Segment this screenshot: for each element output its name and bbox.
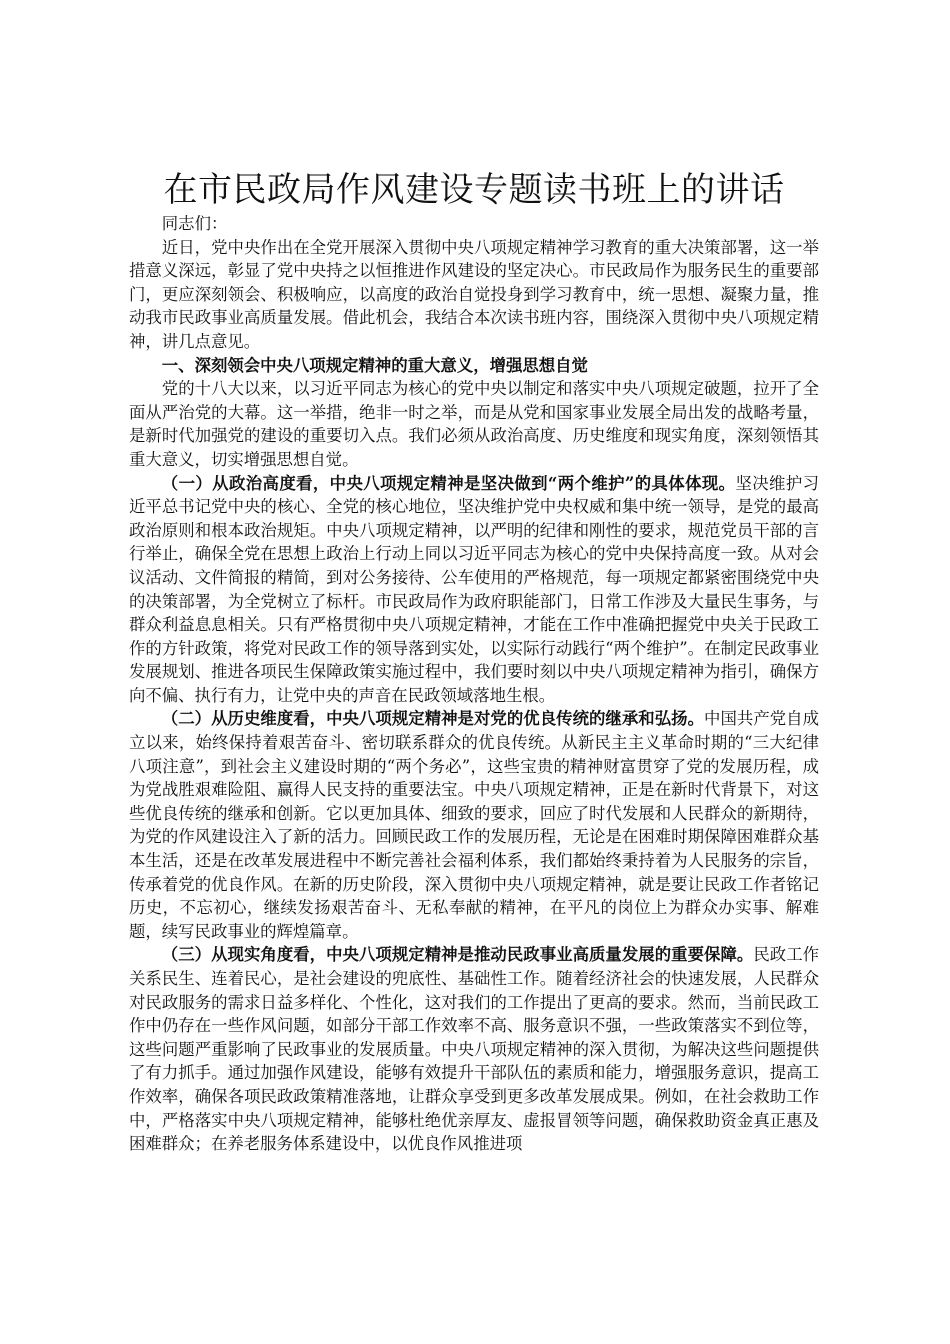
- point-2-paragraph: [129, 707, 819, 943]
- point-3-lead: （三）从现实角度看，中央八项规定精神是推动民政事业高质量发展的重要保障。: [161, 945, 754, 965]
- intro-paragraph: 近日，党中央作出在全党开展深入贯彻中央八项规定精神学习教育的重大决策部署，这一举措意义深远，彰显了党中央持之以恒推进作风建设的坚定决心。市民政局作为服务民生的重要部门，更应深刻领会、积极响应，以高度的政治自觉投身到学习教育中，统一思想、凝聚力量，推动我市民政事业高质量发展。借此机会，我结合本次读书班内容，围绕深入贯彻中央八项规定精神，讲几点意见。: [129, 237, 819, 351]
- point-1-paragraph: [129, 472, 819, 708]
- point-3-body: 民政工作关系民生、连着民心，是社会建设的兜底性、基础性工作。随着经济社会的快速发展，人民群众对民政服务的需求日益多样化、个性化，这对我们的工作提出了更高的要求。然而，当前民政工作中仍存在一些作风问题，如部分干部工作效率不高、服务意识不强，一些政策落实不到位等，这些问题严重影响了民政事业的发展质量。中央八项规定精神的深入贯彻，为解决这些问题提供了有力抓手。通过加强作风建设，能够有效提升干部队伍的素质和能力，增强服务意识，提高工作效率，确保各项民政政策精准落地，让群众享受到更多改革发展成果。例如，在社会救助工作中，严格落实中央八项规定精神，能够杜绝优亲厚友、虚报冒领等问题，确保救助资金真正惠及困难群众；在养老服务体系建设中，以优良作风推进项: [129, 945, 820, 1154]
- section-1-heading: 一、深刻领会中央八项规定精神的重大意义，增强思想自觉: [161, 355, 588, 375]
- point-2-body: 中国共产党自成立以来，始终保持着艰苦奋斗、密切联系群众的优良传统。从新民主主义革命时期的“三大纪律八项注意”，到社会主义建设时期的“两个务必”，这些宝贵的精神财富贯穿了党的发展历程，成为党战胜艰难险阻、赢得人民支持的重要法宝。中央八项规定精神，正是在新时代背景下，对这些优良传统的继承和创新。它以更加具体、细致的要求，回应了时代发展和人民群众的新期待，为党的作风建设注入了新的活力。回顾民政工作的发展历程，无论是在困难时期保障困难群众基本生活，还是在改革发展进程中不断完善社会福利体系，我们都始终秉持着为人民服务的宗旨，传承着党的优良作风。在新的历史阶段，深入贯彻中央八项规定精神，就是要让民政工作者铭记历史，不忘初心，继续发扬艰苦奋斗、无私奉献的精神，在平凡的岗位上为群众办实事、解难题，续写民政事业的辉煌篇章。: [129, 709, 820, 941]
- document-page: [129, 168, 819, 1156]
- point-1-body: 坚决维护习近平总书记党中央的核心、全党的核心地位，坚决维护党中央权威和集中统一领导，是党的最高政治原则和根本政治规矩。中央八项规定精神，以严明的纪律和刚性的要求，规范党员干部的言行举止，确保全党在思想上政治上行动上同以习近平同志为核心的党中央保持高度一致。从对会议活动、文件简报的精简，到对公务接待、公车使用的严格规范，每一项规定都紧密围绕党中央的决策部署，为全党树立了标杆。市民政局作为政府职能部门，日常工作涉及大量民生事务，与群众利益息息相关。只有严格贯彻中央八项规定精神，才能在工作中准确把握党中央关于民政工作的方针政策，将党对民政工作的领导落到实处，以实际行动践行“两个维护”。在制定民政事业发展规划、推进各项民生保障政策实施过程中，我们要时刻以中央八项规定精神为指引，确保方向不偏、执行有力，让党中央的声音在民政领域落地生根。: [129, 473, 819, 705]
- point-2-lead: （二）从历史维度看，中央八项规定精神是对党的优良传统的继承和弘扬。: [161, 709, 705, 729]
- salutation: 同志们：: [161, 214, 228, 233]
- point-3-paragraph: [129, 943, 819, 1155]
- point-1-lead: （一）从政治高度看，中央八项规定精神是坚决做到“两个维护”的具体体现。: [161, 473, 736, 493]
- section-1-intro-paragraph: 党的十八大以来，以习近平同志为核心的党中央以制定和落实中央八项规定破题，拉开了全面从严治党的大幕。这一举措，绝非一时之举，而是从党和国家事业发展全局出发的战略考量，是新时代加强党的建设的重要切入点。我们必须从政治高度、历史维度和现实角度，深刻领悟其重大意义，切实增强思想自觉。: [129, 379, 819, 469]
- document-title: 在市民政局作风建设专题读书班上的讲话: [163, 170, 785, 210]
